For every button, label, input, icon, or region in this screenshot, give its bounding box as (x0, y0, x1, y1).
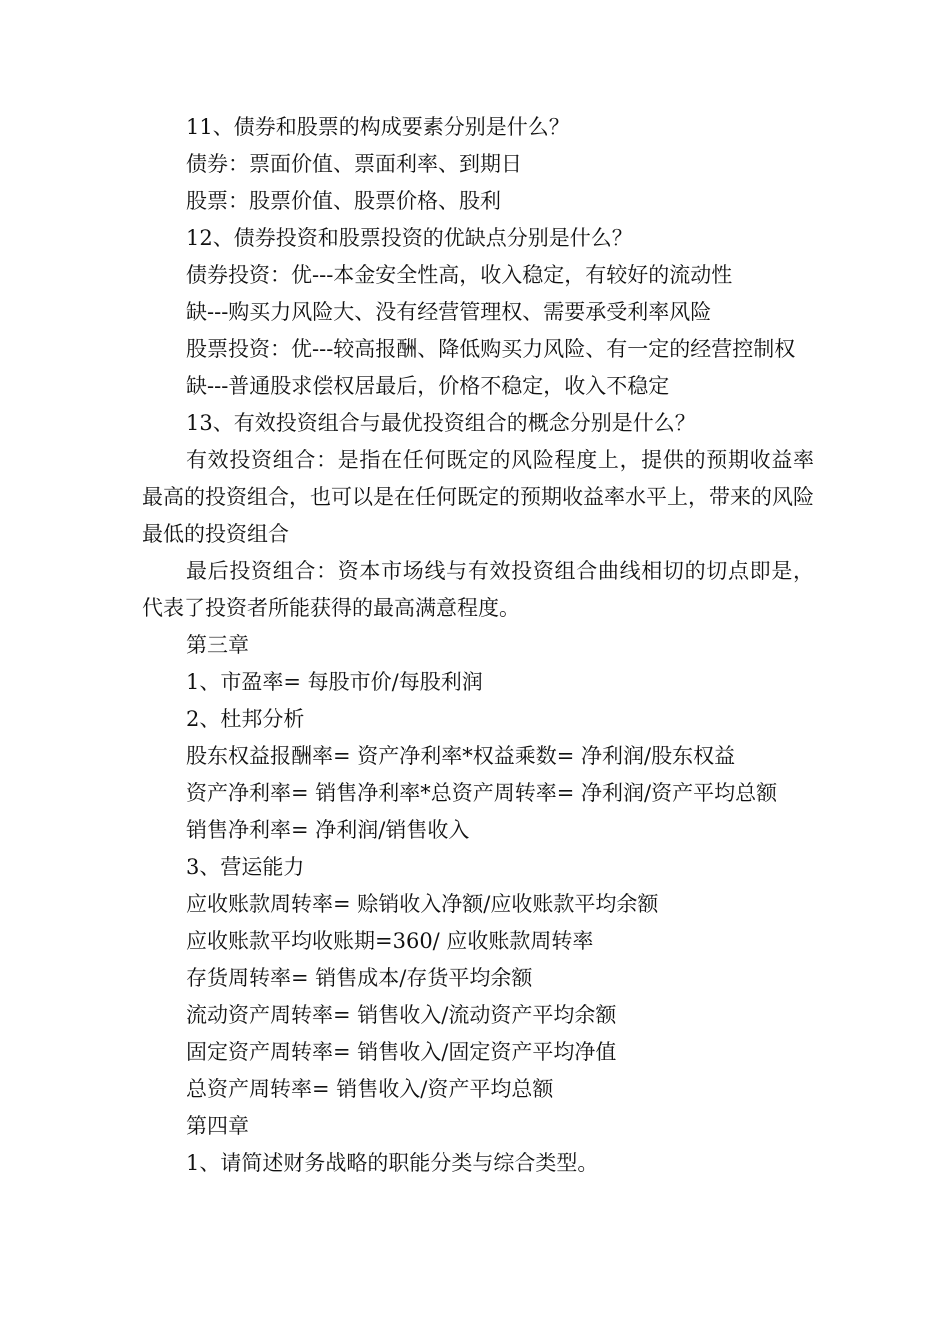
dupont-heading: 2、杜邦分析 (186, 707, 305, 731)
question-13: 13、有效投资组合与最优投资组合的概念分别是什么？ (186, 411, 696, 435)
bond-elements: 债券：票面价值、票面利率、到期日 (186, 152, 522, 176)
bond-investment-cons: 缺---购买力风险大、没有经营管理权、需要承受利率风险 (186, 300, 712, 324)
pe-ratio-formula: 1、市盈率= 每股市价/每股利润 (186, 670, 483, 694)
stock-investment-cons: 缺---普通股求偿权居最后，价格不稳定，收入不稳定 (186, 374, 670, 398)
inventory-turnover-formula: 存货周转率= 销售成本/存货平均余额 (186, 966, 533, 990)
fixed-assets-turnover-formula: 固定资产周转率= 销售收入/固定资产平均净值 (186, 1040, 617, 1064)
net-margin-formula: 销售净利率= 净利润/销售收入 (186, 818, 470, 842)
chapter-4-heading: 第四章 (186, 1114, 249, 1138)
chapter-3-heading: 第三章 (186, 633, 249, 657)
receivables-turnover-formula: 应收账款周转率= 赊销收入净额/应收账款平均余额 (186, 892, 659, 916)
current-assets-turnover-formula: 流动资产周转率= 销售收入/流动资产平均余额 (186, 1003, 617, 1027)
roe-formula: 股东权益报酬率= 资产净利率*权益乘数= 净利润/股东权益 (186, 744, 736, 768)
question-11: 11、债券和股票的构成要素分别是什么？ (186, 115, 570, 139)
efficient-portfolio-definition: 有效投资组合：是指在任何既定的风险程度上，提供的预期收益率最高的投资组合，也可以是在任何既定的预期收益率水平上，带来的风险最低的投资组合 (142, 448, 814, 546)
optimal-portfolio-definition: 最后投资组合：资本市场线与有效投资组合曲线相切的切点即是，代表了投资者所能获得的最高满意程度。 (142, 559, 814, 620)
chapter-4-question-1: 1、请简述财务战略的职能分类与综合类型。 (186, 1151, 599, 1175)
question-12: 12、债券投资和股票投资的优缺点分别是什么？ (186, 226, 633, 250)
stock-elements: 股票：股票价值、股票价格、股利 (186, 189, 501, 213)
stock-investment-pros: 股票投资：优---较高报酬、降低购买力风险、有一定的经营控制权 (186, 337, 796, 361)
total-assets-turnover-formula: 总资产周转率= 销售收入/资产平均总额 (186, 1077, 554, 1101)
document-body (142, 109, 814, 1182)
bond-investment-pros: 债券投资：优---本金安全性高，收入稳定，有较好的流动性 (186, 263, 733, 287)
roa-formula: 资产净利率= 销售净利率*总资产周转率= 净利润/资产平均总额 (186, 781, 778, 805)
operating-capacity-heading: 3、营运能力 (186, 855, 305, 879)
collection-period-formula: 应收账款平均收账期=360/ 应收账款周转率 (186, 929, 594, 953)
